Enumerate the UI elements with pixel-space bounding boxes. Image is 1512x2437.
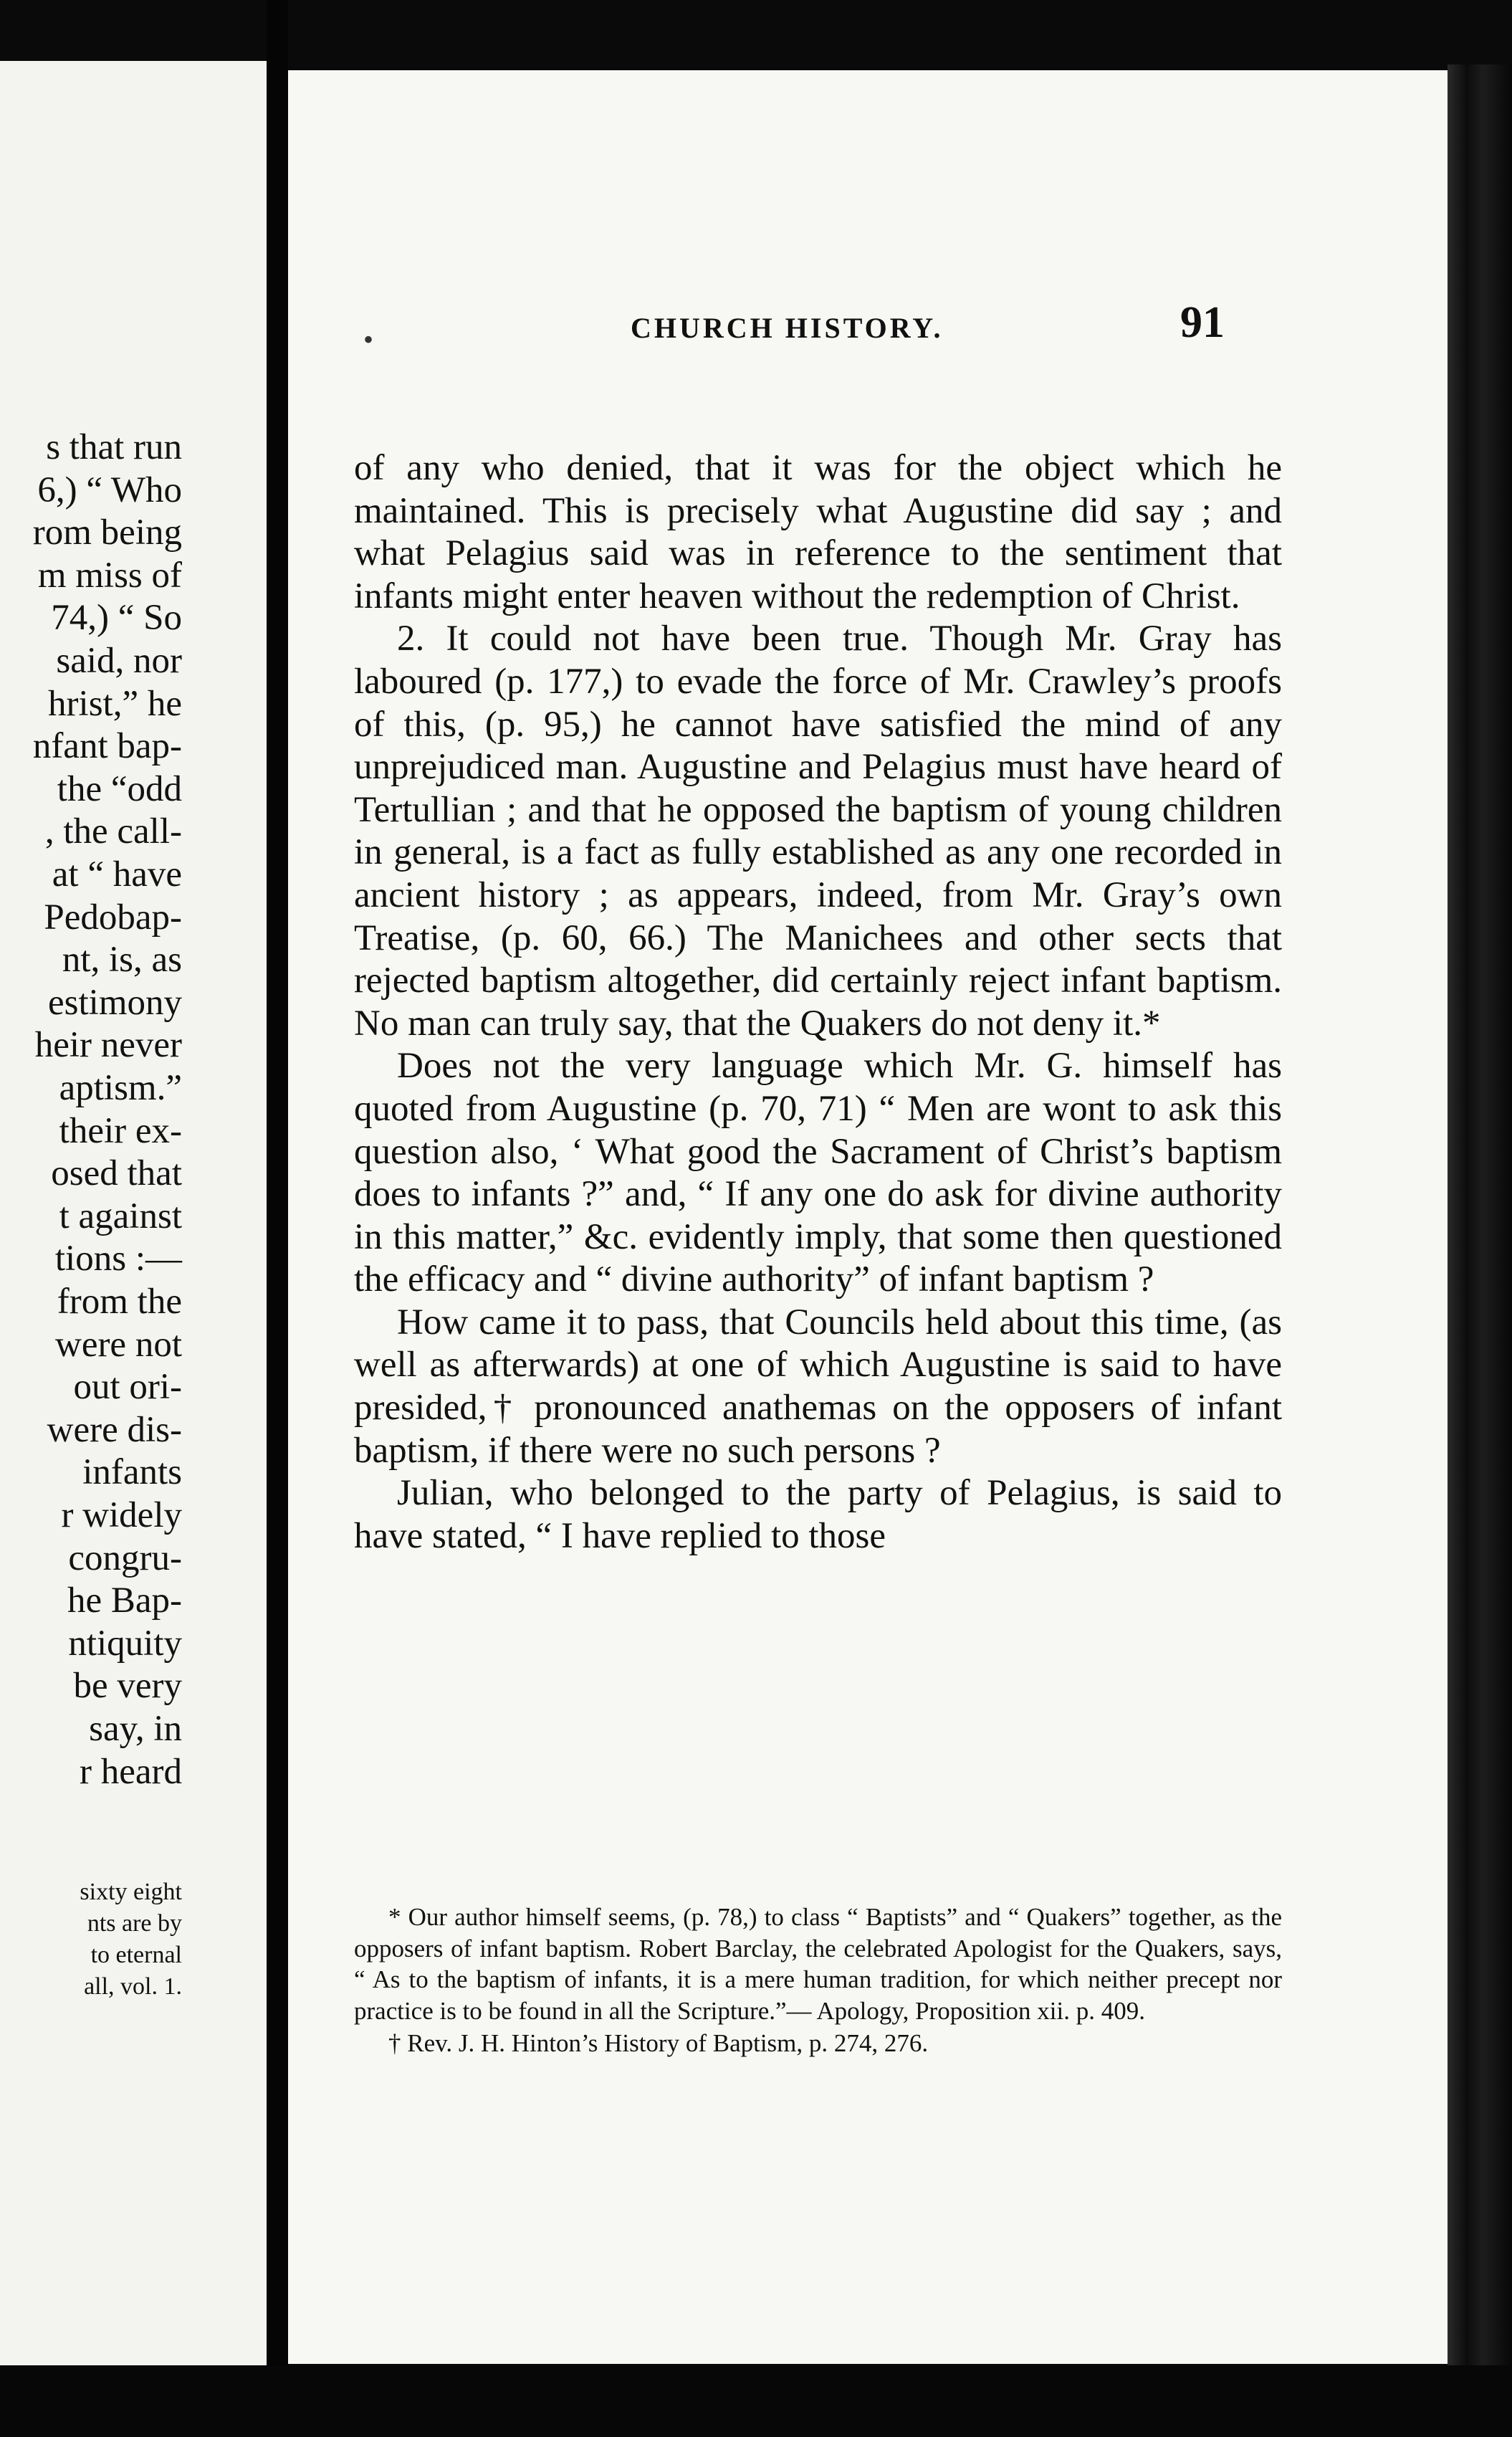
left-page-line: congru- [68,1537,182,1578]
left-page-line: rom being [32,512,182,553]
scan-border [0,2365,1512,2437]
left-page-line: ntiquity [68,1623,182,1664]
left-page-line: Pedobap- [44,897,182,938]
footnotes [354,1902,1282,2059]
left-page-line: 6,) “ Who [37,469,182,510]
ornament-dot: • [363,323,374,356]
footnote: * Our author himself seems, (p. 78,) to class “ Baptists” and “ Quakers” together, as the opposers of infant baptism. Robert Barclay, the celebrated Apologist for the Quakers, says, “ As to the baptism of infants, it is a mere human tradition, for which neither precept nor practice is to be found in all the Scripture.”— Apology, Proposition xii. p. 409. [354,1903,1282,2025]
left-page-line: their ex- [59,1110,182,1151]
paragraph: How came it to pass, that Councils held about this time, (as well as afterwards) at one of which Augustine is said to have presided,† pronounced anathemas on the opposers of infant baptism, if there were no such persons ? [354,1302,1282,1471]
left-page-footnote-line: to eternal [90,1942,182,1968]
left-page-line: the “odd [57,768,182,809]
left-page-line: r heard [80,1751,182,1792]
left-page-line: heir never [34,1025,182,1066]
left-page-line: at “ have [52,854,182,895]
left-page-line: 74,) “ So [51,598,182,639]
left-page-fragment [0,61,267,2365]
paragraph: Julian, who belonged to the party of Pelagius, is said to have stated, “ I have replied to those [354,1473,1282,1556]
left-page-line: nfant bap- [32,726,182,767]
left-page-line: say, in [89,1709,182,1749]
body-text [354,447,1282,1558]
paragraph: 2. It could not have been true. Though Mr. Gray has laboured (p. 177,) to evade the force of Mr. Crawley’s proofs of this, (p. 95,) he cannot have satisfied the mind of any unprejudiced man. Augustine and Pelagius must have heard of Tertullian ; and that he opposed the baptism of young children in general, is a fact as fully established as any one recorded in ancient history ; as appears, indeed, from Mr. Gray’s own Treatise, (p. 60, 66.) The Manichees and other sects that rejected baptism altogether, did certainly reject infant baptism. No man can truly say, that the Quakers do not deny it.* [354,619,1282,1044]
left-page-line: r widely [61,1495,182,1535]
left-page-footnote-line: sixty eight [80,1879,182,1905]
left-page-line: s that run [46,427,182,467]
left-page-line: were dis- [47,1409,182,1450]
left-page-line: were not [54,1324,182,1365]
left-page-line: osed that [51,1153,182,1194]
left-page-line: t against [59,1196,182,1236]
running-head: CHURCH HISTORY. [631,312,944,344]
left-page-line: aptism.” [59,1068,182,1108]
left-page-line: nt, is, as [62,940,182,981]
left-page-line: out ori- [73,1367,182,1408]
left-page-line: estimony [48,982,182,1023]
left-page-line: from the [57,1282,182,1322]
page-number: 91 [1180,298,1225,347]
left-page-footnote-line: all, vol. 1. [84,1973,182,2000]
left-page-line: tions :— [54,1239,182,1279]
page-edge [1448,65,1512,2437]
left-page-line: infants [82,1452,182,1493]
paragraph: Does not the very language which Mr. G. himself has quoted from Augustine (p. 70, 71) “ Men are wont to ask this question also, ‘ What good the Sacrament of Christ’s baptism does to infants ?” and, “ If any one do ask for divine authority in this matter,” &c. evidently imply, that some then questioned the efficacy and “ divine authority” of infant baptism ? [354,1046,1282,1300]
book-gutter [267,0,288,2437]
paragraph: of any who denied, that it was for the object which he maintained. This is precisely what Augustine did say ; and what Pelagius said was in reference to the sentiment that infants might enter heaven without the redemption of Christ. [354,448,1282,616]
left-page-line: he Bap- [67,1580,182,1621]
left-page-line: hrist,” he [48,683,182,724]
left-page-footnote-line: nts are by [87,1910,182,1937]
left-page-line: be very [73,1666,182,1707]
left-page-line: m miss of [37,555,182,596]
right-page [288,70,1448,2364]
left-page-line: said, nor [56,641,182,681]
left-page-line: , the call- [44,811,182,852]
footnote: † Rev. J. H. Hinton’s History of Baptism, p. 274, 276. [388,2029,929,2057]
